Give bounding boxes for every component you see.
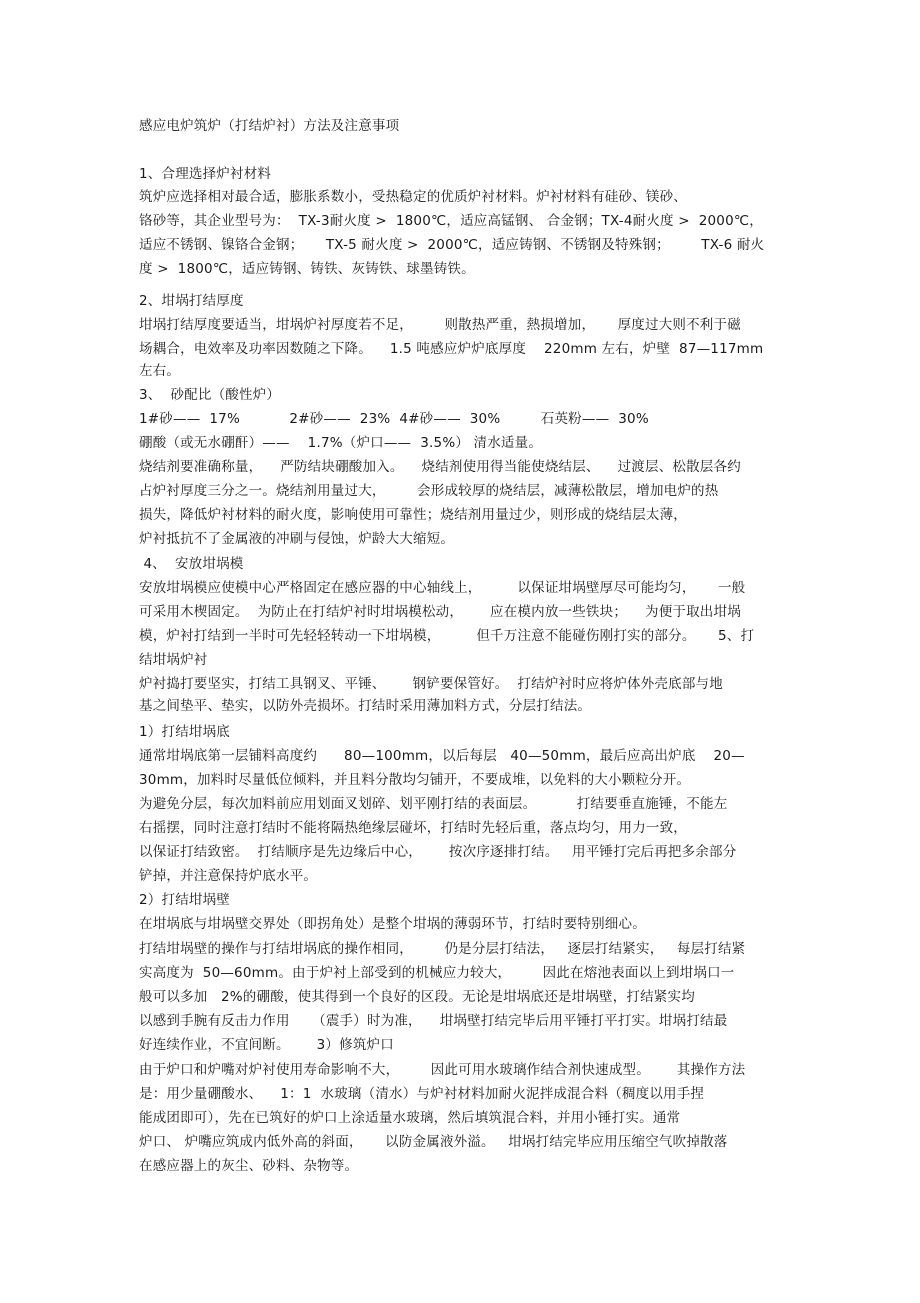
text-line: 通常坩埚底第一层铺料高度约 80—100mm，以后每层 40—50mm，最后应高出炉底 20— <box>139 748 745 764</box>
text-line: 以保证打结致密。 打结顺序是先边缘后中心， 按次序逐排打结。 用平锤打完后再把多余部分 <box>139 844 737 860</box>
text-line: 结坩埚炉衬 <box>139 652 208 668</box>
text-line: 打结坩埚壁的操作与打结坩埚底的操作相同， 仍是分层打结法， 逐层打结紧实， 每层打结紧 <box>139 941 746 957</box>
text-line: 炉口、 炉嘴应筑成内低外高的斜面， 以防金属液外溢。 坩埚打结完毕应用压缩空气吹掉散落 <box>139 1134 728 1150</box>
text-line: 右摇摆，同时注意打结时不能将隔热绝缘层碰坏，打结时先轻后重，落点均匀，用力一致， <box>139 820 687 836</box>
text-line: 铲掉，并注意保持炉底水平。 <box>139 868 318 884</box>
text-line: 适应不锈钢、镍铬合金钢； TX-5 耐火度 > 2000℃，适应铸钢、不锈钢及特殊钢； TX-6 耐火 <box>139 237 765 253</box>
text-line: 模，炉衬打结到一半时可先轻轻转动一下坩埚模， 但千万注意不能碰伤刚打实的部分。 5、打 <box>139 628 755 644</box>
text-line: 硼酸（或无水硼酐）—— 1.7%（炉口—— 3.5%） 清水适量。 <box>139 435 543 451</box>
text-line: 炉衬抵抗不了金属液的冲刷与侵蚀，炉龄大大缩短。 <box>139 531 455 547</box>
text-line: 在坩埚底与坩埚壁交界处（即拐角处）是整个坩埚的薄弱环节，打结时要特别细心。 <box>139 916 646 932</box>
text-line: 30mm，加料时尽量低位倾料，并且料分散均匀铺开，不要成堆，以免料的大小颗粒分开。 <box>139 772 691 788</box>
document-title: 感应电炉筑炉（打结炉衬）方法及注意事项 <box>139 118 400 134</box>
text-line: 能成团即可），先在已筑好的炉口上涂适量水玻璃，然后填筑混合料，并用小锤打实。通常 <box>139 1110 681 1126</box>
text-line: 炉衬捣打要坚实，打结工具钢叉、平锤、 钢铲要保管好。 打结炉衬时应将炉体外壳底部与地 <box>139 676 723 692</box>
text-line: 是：用少量硼酸水、 1：1 水玻璃（清水）与炉衬材料加耐火泥拌成混合料（稠度以用手捏 <box>139 1086 705 1102</box>
text-line: 般可以多加 2%的硼酸，使其得到一个良好的区段。无论是坩埚底还是坩埚壁，打结紧实均 <box>139 989 695 1005</box>
text-line: 基之间垫平、垫实，以防外壳损坏。打结时采用薄加料方式，分层打结法。 <box>139 698 592 714</box>
text-line: 好连续作业，不宜间断。 3）修筑炉口 <box>139 1037 394 1053</box>
text-line: 可采用木楔固定。 为防止在打结炉衬时坩埚模松动， 应在模内放一些铁块； 为便于取出坩埚 <box>139 604 741 620</box>
text-line: 在感应器上的灰尘、砂料、杂物等。 <box>139 1158 359 1174</box>
text-line: 铬砂等，其企业型号为： TX-3耐火度 > 1800℃，适应高锰钢、 合金钢；TX-4耐火度 > 2000℃， <box>139 213 763 229</box>
text-line: 坩埚打结厚度要适当，坩埚炉衬厚度若不足， 则散热严重，熱损增加， 厚度过大则不利于磁 <box>139 317 741 333</box>
text-line: 1、合理选择炉衬材料 <box>139 166 272 182</box>
text-line: 2、坩埚打结厚度 <box>139 293 244 309</box>
text-line: 由于炉口和炉嘴对炉衬使用寿命影响不大， 因此可用水玻璃作结合剂快速成型。 其操作方法 <box>139 1062 746 1078</box>
text-line: 场耦合，电效率及功率因数随之下降。 1.5 吨感应炉炉底厚度 220mm 左右，炉壁 87—117mm <box>139 341 764 357</box>
text-line: 烧结剂要准确称量， 严防结块硼酸加入。 烧结剂使用得当能使烧结层、 过渡层、松散层各约 <box>139 459 741 475</box>
text-line: 以感到手腕有反击力作用 （震手）时为准， 坩埚壁打结完毕后用平锤打平打实。坩埚打结最 <box>139 1013 728 1029</box>
text-line: 安放坩埚模应使模中心严格固定在感应器的中心轴线上， 以保证坩埚壁厚尽可能均匀， 一般 <box>139 580 746 596</box>
text-line: 1#砂—— 17% 2#砂—— 23% 4#砂—— 30% 石英粉—— 30% <box>139 411 649 427</box>
text-line: 3、 砂配比（酸性炉） <box>139 387 281 403</box>
text-line: 实高度为 50—60mm。由于炉衬上部受到的机械应力较大， 因此在熔池表面以上到坩埚口一 <box>139 965 735 981</box>
text-line: 2）打结坩埚壁 <box>139 892 230 908</box>
text-line: 为避免分层，每次加料前应用划面叉划碎、划平刚打结的表面层。 打结要垂直施锤，不能左 <box>139 796 728 812</box>
text-line: 占炉衬厚度三分之一。烧结剂用量过大， 会形成较厚的烧结层，减薄松散层，增加电炉的热 <box>139 483 719 499</box>
text-line: 损失，降低炉衬材料的耐火度，影响使用可靠性；烧结剂用量过少，则形成的烧结层太薄， <box>139 507 687 523</box>
text-line: 4、 安放坩埚模 <box>139 556 244 572</box>
text-line: 1）打结坩埚底 <box>139 724 230 740</box>
text-line: 左右。 <box>139 363 181 379</box>
text-line: 筑炉应选择相对最合适，膨胀系数小，受热稳定的优质炉衬材料。炉衬材料有硅砂、镁砂、 <box>139 189 687 205</box>
text-line: 度 > 1800℃，适应铸钢、铸铁、灰铸铁、球墨铸铁。 <box>139 261 475 277</box>
